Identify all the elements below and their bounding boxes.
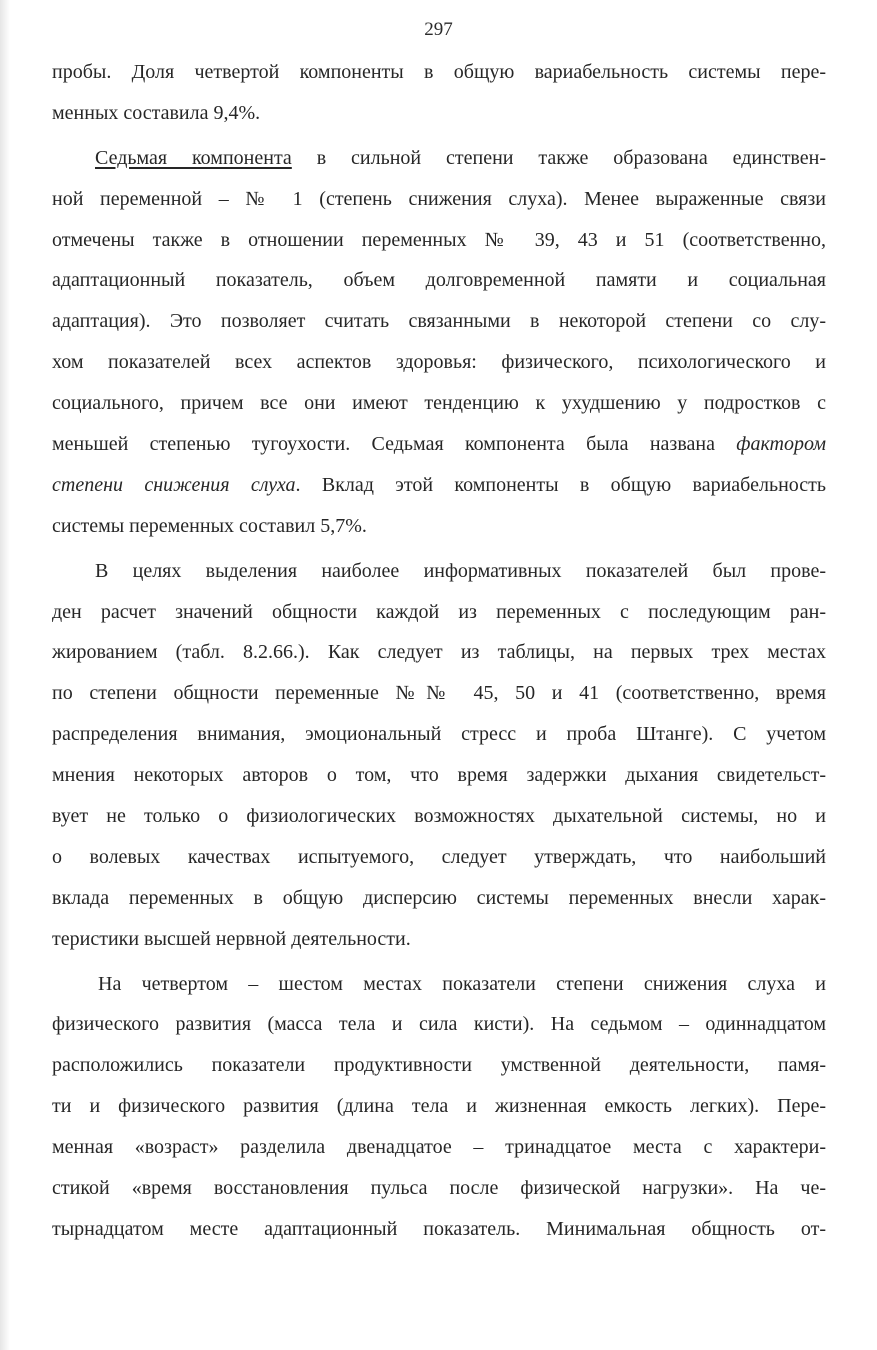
text-line bbox=[52, 383, 826, 424]
text-line bbox=[52, 755, 826, 796]
italic-text: степени снижения слуха bbox=[52, 473, 296, 496]
text-line bbox=[52, 138, 826, 179]
paragraph bbox=[52, 138, 826, 547]
text-span: В целях выделения наиболее информативных показателей был прове- bbox=[95, 559, 826, 582]
text-span: стикой «время восстановления пульса после физической нагрузки». На че- bbox=[52, 1177, 826, 1200]
text-span: ной переменной – № 1 (степень снижения слуха). Менее выраженные связи bbox=[52, 187, 826, 210]
text-line bbox=[52, 592, 826, 633]
text-span: в сильной степени также образована единствен- bbox=[291, 146, 827, 169]
italic-text: фактором bbox=[736, 433, 826, 456]
text-span: пробы. Доля четвертой компоненты в общую вариабельность системы пере- bbox=[52, 61, 826, 83]
text-span: физического развития (масса тела и сила кисти). На седьмом – одиннадцатом bbox=[52, 1013, 826, 1036]
text-line bbox=[52, 632, 826, 673]
text-line bbox=[52, 1209, 826, 1250]
text-line bbox=[52, 1045, 826, 1086]
text-span: адаптация). Это позволяет считать связанными в некоторой степени со слу- bbox=[52, 310, 826, 333]
paragraph bbox=[52, 52, 826, 134]
text-span: . Вклад этой компоненты в общую вариабельность bbox=[295, 473, 827, 496]
text-line bbox=[52, 714, 826, 755]
body-text bbox=[52, 52, 826, 1250]
text-line bbox=[52, 1004, 826, 1045]
text-span: расположились показатели продуктивности умственной деятельности, памя- bbox=[52, 1054, 826, 1077]
text-span: отмечены также в отношении переменных № 39, 43 и 51 (соответственно, bbox=[52, 228, 826, 251]
text-line bbox=[52, 93, 826, 134]
underlined-text: Седьмая компонента bbox=[95, 146, 292, 169]
text-line bbox=[52, 179, 826, 220]
text-line bbox=[52, 1127, 826, 1168]
text-span: На четвертом – шестом местах показатели степени снижения слуха и bbox=[98, 972, 826, 995]
text-line bbox=[52, 465, 826, 506]
text-span: адаптационный показатель, объем долговременной памяти и социальная bbox=[52, 269, 826, 292]
text-span: о волевых качествах испытуемого, следует утверждать, что наибольший bbox=[52, 845, 826, 868]
text-span: ти и физического развития (длина тела и жизненная емкость легких). Пере- bbox=[52, 1095, 826, 1118]
text-line bbox=[52, 1086, 826, 1127]
paragraph bbox=[52, 964, 826, 1250]
text-span: системы переменных составил 5,7%. bbox=[52, 514, 367, 537]
text-line bbox=[52, 919, 826, 960]
text-span: вует не только о физиологических возможностях дыхательной системы, но и bbox=[52, 805, 826, 828]
text-line bbox=[52, 551, 826, 592]
text-span: распределения внимания, эмоциональный стресс и проба Штанге). С учетом bbox=[52, 723, 826, 746]
text-line bbox=[52, 342, 826, 383]
text-line bbox=[52, 301, 826, 342]
text-line bbox=[52, 506, 826, 547]
text-span: менных составила 9,4%. bbox=[52, 101, 261, 124]
paragraph bbox=[52, 551, 826, 960]
text-line bbox=[52, 424, 826, 465]
text-span: жированием (табл. 8.2.66.). Как следует из таблицы, на первых трех местах bbox=[52, 641, 826, 664]
text-span: меньшей степенью тугоухости. Седьмая компонента была названа bbox=[52, 433, 737, 456]
text-line bbox=[52, 673, 826, 714]
text-span: мнения некоторых авторов о том, что время задержки дыхания свидетельст- bbox=[52, 764, 826, 787]
text-span: по степени общности переменные №№ 45, 50 и 41 (соответственно, время bbox=[52, 682, 826, 705]
text-span: теристики высшей нервной деятельности. bbox=[52, 927, 411, 950]
text-line bbox=[52, 220, 826, 261]
scan-edge-shadow bbox=[0, 0, 10, 1350]
text-span: менная «возраст» разделила двенадцатое – тринадцатое места с характери- bbox=[52, 1136, 826, 1159]
text-line bbox=[52, 964, 826, 1005]
text-line bbox=[52, 837, 826, 878]
text-line bbox=[52, 796, 826, 837]
text-span: хом показателей всех аспектов здоровья: физического, психологического и bbox=[52, 351, 826, 374]
text-span: вклада переменных в общую дисперсию системы переменных внесли харак- bbox=[52, 886, 826, 909]
page-number: 297 bbox=[424, 19, 453, 40]
text-line bbox=[52, 1168, 826, 1209]
text-span: тырнадцатом месте адаптационный показатель. Минимальная общность от- bbox=[52, 1217, 826, 1240]
text-line bbox=[52, 260, 826, 301]
text-span: социального, причем все они имеют тенденцию к ухудшению у подростков с bbox=[52, 392, 826, 415]
text-line bbox=[52, 52, 826, 93]
text-span: ден расчет значений общности каждой из переменных с последующим ран- bbox=[52, 600, 826, 623]
text-line bbox=[52, 878, 826, 919]
